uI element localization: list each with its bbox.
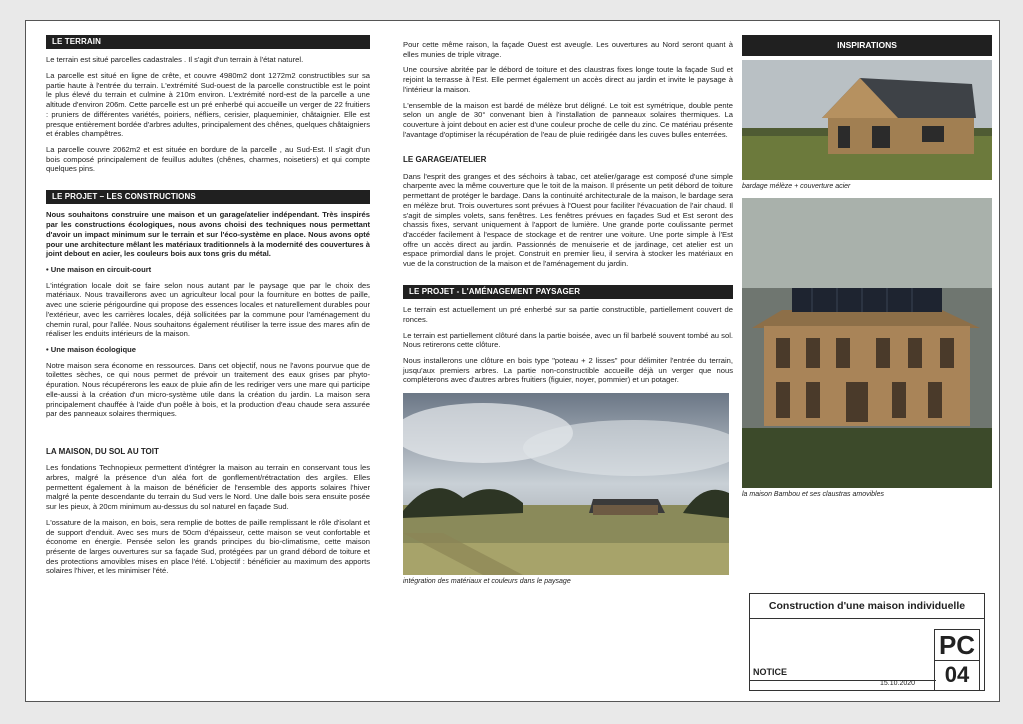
sheet-date: 15.10.2020 [880, 680, 916, 687]
section-heading-projet-constructions: LE PROJET – LES CONSTRUCTIONS [46, 190, 370, 204]
paragraph: Notre maison sera économe en ressources. Dans cet objectif, nous ne l'avons pourvue que de toilettes sèches, ce qui nous permet de prévoir un traitement des eaux grises par phyto-épuration. Nous récupérerons les eaux de pluie afin de les rediriger vers une mare qui participe elle-aussi à la création d'un micro-système utile dans la création du jardin. La maison sera principalement chauffée à l'aide d'un poêle à bois, et la production d'eau chaude sera assurée par des panneaux solaires thermiques. [46, 360, 370, 419]
paragraph: L'intégration locale doit se faire selon nous autant par le paysage que par le choix des matériaux. Nous travaillerons avec un agriculteur local pour la fourniture en bottes de paille, avec une scierie périgourdine qui propose des essences locales et naturellement durables pour l'extérieur, avec les carrières locales, déjà sollicitées par la commune pour l'aménagement du chemin rural, pour l'allée. Nous souhaitons également réutiliser la terre issue des mares afin de réaliser les enduits intérieurs de la maison. [46, 280, 370, 339]
title-block [749, 593, 985, 691]
sheet-label: NOTICE [753, 667, 788, 677]
paragraph: Le terrain est situé parcelles cadastrales . Il s'agit d'un terrain à l'état naturel. [46, 55, 304, 65]
photo-caption: la maison Bambou et ses claustras amovibles [742, 490, 885, 498]
paragraph: Le terrain est partiellement clôturé dans la partie boisée, avec un fil barbelé souvent tombé au sol. Nous retirerons cette clôture. [403, 330, 733, 350]
section-heading-amenagement: LE PROJET - L'AMÉNAGEMENT PAYSAGER [403, 285, 733, 299]
sheet-code: PC [938, 630, 976, 660]
paragraph: Dans l'esprit des granges et des séchoirs à tabac, cet atelier/garage est composé d'une simple charpente avec la même couverture que le toit de la maison. Il présente un petit débord de toiture permettant de protéger le bardage. Dans la continuité architecturale de la maison, le bardage sera en mélèze brut. Trois ouvertures sont prévues à l'Ouest pour faciliter l'évacuation de l'air chaud. Il s'agit de simples volets, sans fenêtres. Les fenêtres prévues en façades Sud et Est seront des chassis fixes, servant uniquement à l'apport de lumière. Une grande porte coulissante permet d'accéder facilement à l'espace de stockage et de rentrer une voiture. Une porte simple à l'Est offre un accès direct au jardin. Passionnés de menuiserie et de jardinage, cet atelier est un espace primordial dans le projet. Construit en premier lieu, il servira à stocker les matériaux en vue de la construction de la maison et de l'aménagement du jardin. [403, 171, 733, 269]
section-heading-terrain: LE TERRAIN [46, 35, 370, 49]
photo-bardage [742, 60, 992, 180]
document-sheet [25, 20, 1000, 702]
paragraph: L'ossature de la maison, en bois, sera remplie de bottes de paille remplissant le rôle d'isolant et de support d'enduit. Avec ses murs de 50cm d'épaisseur, cette maison se veut confortable et économe en énergie. Pensée selon les grands principes du bio-climatisme, cette maison présente de larges ouvertures sur sa façade Sud, protégées par un grand débord de toiture et des protections amovibles mises en place l'été. L'objectif : bénéficier au maximum des apports solaires l'hiver, et les minimiser l'été. [46, 517, 370, 576]
section-heading-maison: LA MAISON, DU SOL AU TOIT [46, 447, 159, 457]
left-column [46, 35, 370, 582]
paragraph: La parcelle couvre 2062m2 et est située en bordure de la parcelle , au Sud-Est. Il s'agit d'un bois composé principalement de feuillus adultes (chênes, charmes, noisetiers) et qui compte quelques pins. [46, 144, 370, 174]
sheet-number: 04 [935, 660, 979, 689]
middle-column [403, 40, 733, 593]
paragraph: Le terrain est actuellement un pré enherbé sur sa partie constructible, partiellement couvert de ronces. [403, 305, 733, 324]
project-title: Construction d'une maison individuelle [768, 600, 966, 612]
paragraph: Pour cette même raison, la façade Ouest est aveugle. Les ouvertures au Nord seront quant à elles munies de triple vitrage. [403, 40, 733, 59]
paragraph: Une coursive abritée par le débord de toiture et des claustras fixes longe toute la façade Sud et rejoint la terrasse à l'Est. Elle permet également un accès direct au jardin et invite le paysage à l'intérieur la maison. [403, 65, 733, 94]
photo-maison-bambou [742, 198, 992, 488]
section-heading-garage: LE GARAGE/ATELIER [403, 155, 487, 165]
paragraph: Les fondations Technopieux permettent d'intégrer la maison au terrain en conservant tous les arbres, malgré la présence d'un aléa fort de gonflement/rétractation des argiles. Elles permettent également à la maison de bénéficier de l'ensemble des apports solaires l'hiver malgré la pente descendante du terrain du Sud vers le Nord. Une dalle bois sera ensuite posée sur les pieux, à 20cm minimum au-dessus du sol naturel en façade Sud. [46, 463, 370, 512]
sheet-number-box [934, 629, 980, 690]
section-heading-inspirations: INSPIRATIONS [742, 35, 992, 56]
bullet-heading: • Une maison écologique [46, 345, 137, 354]
bullet-heading: • Une maison en circuit-court [46, 264, 152, 274]
paragraph: L'ensemble de la maison est bardé de mélèze brut déligné. Le toit est symétrique, double pente selon un angle de 30° convenant bien à l'installation de panneaux solaires thermiques. La couverture à joint debout en acier est d'une couleur proche de celle du zinc. Ce matériau présente l'avantage d'optimiser la récupération de l'eau de pluie redirigée dans les cuves bulles enterrées. [403, 100, 733, 139]
photo-caption: intégration des matériaux et couleurs dans le paysage [403, 578, 571, 586]
paragraph: Nous installerons une clôture en bois type "poteau + 2 lisses" pour délimiter l'entrée du terrain, jusqu'aux premiers arbres. La partie non-constructible accueille déjà un verger que nous compléterons avec d'autres arbres fruitiers (figuier, noyer, pommier) et un potager. [403, 356, 733, 385]
paragraph-bold: Nous souhaitons construire une maison et un garage/atelier indépendant. Très inspirés par les constructions écologiques, nous avons choisi des techniques nous permettant d'avoir un impact minimum sur le terrain et sur l'éco-système en place. Nous avons opté pour une architecture mêlant les matériaux traditionnels à la modernité des couvertures à joint debout en acier, les couleurs bois aux tons gris du métal. [46, 210, 370, 259]
paragraph: La parcelle est situé en ligne de crête, et couvre 4980m2 dont 1272m2 constructibles sur sa partie haute à l'entrée du terrain. L'extrémité Sud-ouest de la parcelle constructible est le point le plus élevé du terrain et culmine à 210m environ. L'extrémité nord-est de la parcelle a une altitude d'environ 206m. Cette parcelle est un pré enherbé qui accueille un verger de 22 fruitiers : pruniers de différentes variétés, poiriers, néfliers, cerisier, plaqueminier, châtaignier. Elle est presque entièrement bordée d'arbres adultes, principalement des chênes, quelques châtaigniers et érables champêtres. [46, 70, 370, 139]
photo-caption: bardage mélèze + couverture acier [742, 182, 851, 190]
photo-landscape-integration [403, 393, 729, 575]
right-column [742, 35, 992, 506]
